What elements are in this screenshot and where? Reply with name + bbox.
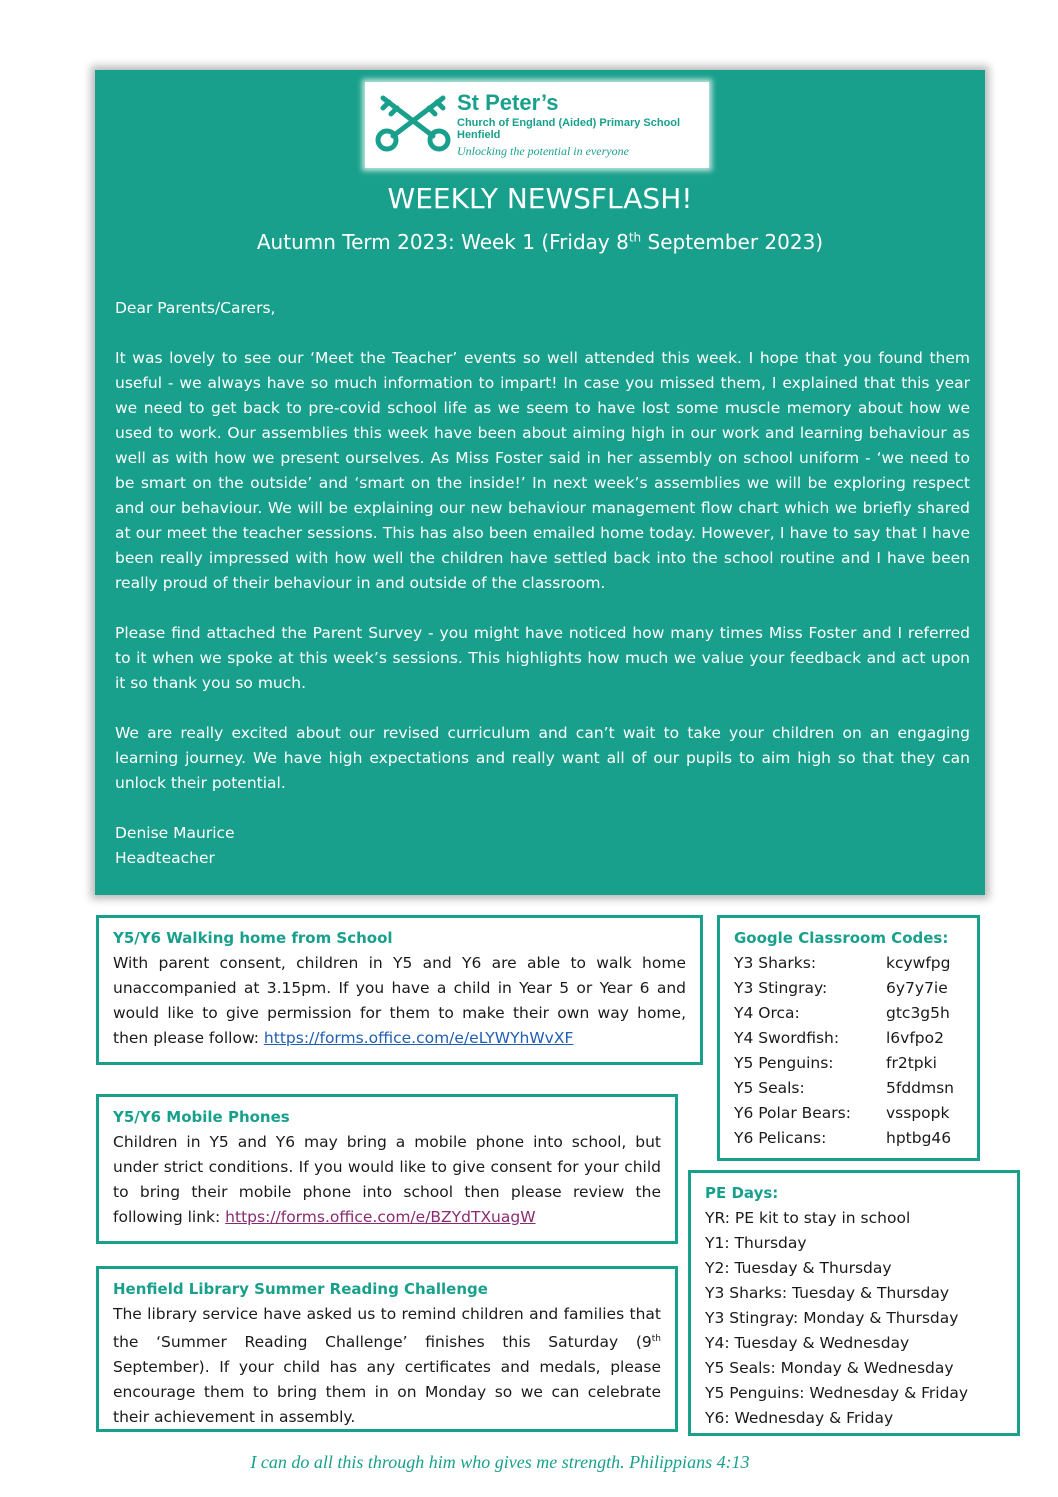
pe-days-box xyxy=(688,1170,1020,1436)
classroom-code: 6y7y7ie xyxy=(886,979,948,997)
classroom-codes-list xyxy=(734,951,963,1151)
mobile-phones-text xyxy=(113,1130,661,1230)
classroom-codes-heading: Google Classroom Codes: xyxy=(734,929,949,947)
newsletter-subtitle xyxy=(95,230,985,254)
library-text-start: The library service have asked us to remind children and families that the ‘Summer Reading Challenge’ finishes this Saturday (9 xyxy=(113,1305,661,1352)
pe-day-item: Y1: Thursday xyxy=(705,1234,807,1252)
school-subtitle xyxy=(457,117,680,141)
classroom-code: gtc3g5h xyxy=(886,1004,950,1022)
mobile-phones-heading: Y5/Y6 Mobile Phones xyxy=(113,1108,290,1126)
pe-days-list xyxy=(705,1206,1003,1431)
newsletter-header-panel xyxy=(95,70,985,895)
library-text-end: September). If your child has any certificates and medals, please encourage them to bring them in on Monday so we can celebrate their achievement in assembly. xyxy=(113,1358,661,1427)
headteacher-letter xyxy=(115,296,970,871)
letter-paragraph: Please find attached the Parent Survey - you might have noticed how many times Miss Foster and I referred to it when we spoke at this week’s sessions. This highlights how much we value your feedback and act upon it so thank you so much. xyxy=(115,624,970,692)
pe-day-item: Y5 Seals: Monday & Wednesday xyxy=(705,1359,954,1377)
pe-day-item: Y3 Sharks: Tuesday & Thursday xyxy=(705,1284,950,1302)
library-challenge-box xyxy=(96,1266,678,1432)
letter-paragraph: We are really excited about our revised curriculum and can’t wait to take your children on an engaging learning journey. We have high expectations and really want all of our pupils to aim high so that they can unlock their potential. xyxy=(115,724,970,792)
subtitle-main: Autumn Term 2023: Week 1 (Friday 8 xyxy=(256,230,629,254)
walking-home-heading: Y5/Y6 Walking home from School xyxy=(113,929,393,947)
mobile-phones-consent-link[interactable]: https://forms.office.com/e/BZYdTXuagW xyxy=(225,1208,536,1226)
pe-day-item: Y4: Tuesday & Wednesday xyxy=(705,1334,910,1352)
library-text-ordinal: th xyxy=(651,1334,661,1344)
classroom-codes-box xyxy=(717,915,980,1161)
pe-day-item: Y3 Stingray: Monday & Thursday xyxy=(705,1309,959,1327)
letter-greeting: Dear Parents/Carers, xyxy=(115,299,276,317)
library-challenge-heading: Henfield Library Summer Reading Challenge xyxy=(113,1280,488,1298)
classroom-name: Y4 Swordfish: xyxy=(734,1029,840,1047)
walking-home-box xyxy=(96,915,703,1065)
classroom-code: vsspopk xyxy=(886,1104,950,1122)
mobile-phones-body: Children in Y5 and Y6 may bring a mobile phone into school, but under strict conditions. If you would like to give consent for your child to bring their mobile phone into school then please review the following link: xyxy=(113,1133,661,1226)
classroom-code: 5fddmsn xyxy=(886,1079,954,1097)
pe-day-item: Y2: Tuesday & Thursday xyxy=(705,1259,892,1277)
classroom-name: Y3 Sharks: xyxy=(734,954,817,972)
mobile-phones-box xyxy=(96,1094,678,1244)
letter-paragraph: It was lovely to see our ‘Meet the Teacher’ events so well attended this week. I hope that you found them useful - we always have so much information to impart! In case you missed them, I explained that this year we need to get back to pre-covid school life as we seem to have lost some muscle memory about how we used to work. Our assemblies this week have been about aiming high in our work and learning behaviour as well as with how we present ourselves. As Miss Foster said in her assembly on school uniform - ‘we need to be smart on the outside’ and ‘smart on the inside!’ In next week’s assemblies we will be exploring respect and our behaviour. We will be explaining our new behaviour management flow chart which we briefly shared at our meet the teacher sessions. This has also been emailed home today. However, I have to say that I have been really impressed with how well the children have settled back into the school routine and I have been really proud of their behaviour in and outside of the classroom. xyxy=(115,349,970,592)
walking-home-body: With parent consent, children in Y5 and Y6 are able to walk home unaccompanied at 3.15pm. If you have a child in Year 5 or Year 6 and would like to give permission for them to make their own way home, then please follow: xyxy=(113,954,686,1047)
classroom-name: Y6 Pelicans: xyxy=(734,1129,827,1147)
school-sub-line-2: Henfield xyxy=(457,129,501,141)
classroom-code: kcywfpg xyxy=(886,954,951,972)
pe-day-item: Y5 Penguins: Wednesday & Friday xyxy=(705,1384,969,1402)
newsletter-title: WEEKLY NEWSFLASH! xyxy=(387,182,693,215)
crossed-keys-icon xyxy=(375,90,451,152)
pe-day-item: YR: PE kit to stay in school xyxy=(705,1209,911,1227)
school-sub-line-1: Church of England (Aided) Primary School xyxy=(457,117,681,129)
classroom-name: Y5 Penguins: xyxy=(734,1054,834,1072)
letter-signature-name: Denise Maurice xyxy=(115,824,235,842)
subtitle-ordinal: th xyxy=(628,230,642,245)
classroom-name: Y4 Orca: xyxy=(734,1004,800,1022)
subtitle-end: September 2023) xyxy=(641,230,824,254)
school-logo xyxy=(365,82,709,168)
walking-home-text xyxy=(113,951,686,1051)
classroom-code: hptbg46 xyxy=(886,1129,952,1147)
classroom-code: l6vfpo2 xyxy=(886,1029,944,1047)
school-name: St Peter’s xyxy=(457,90,559,115)
school-tagline: Unlocking the potential in everyone xyxy=(457,144,629,158)
pe-day-item: Y6: Wednesday & Friday xyxy=(705,1409,894,1427)
classroom-name: Y3 Stingray: xyxy=(734,979,828,997)
walking-home-consent-link[interactable]: https://forms.office.com/e/eLYWYhWvXF xyxy=(263,1029,574,1047)
bible-quote: I can do all this through him who gives me strength. Philippians 4:13 xyxy=(250,1452,750,1472)
pe-days-heading: PE Days: xyxy=(705,1184,779,1202)
classroom-code: fr2tpki xyxy=(886,1054,937,1072)
library-challenge-text xyxy=(113,1302,661,1430)
classroom-name: Y6 Polar Bears: xyxy=(734,1104,851,1122)
letter-signature-role: Headteacher xyxy=(115,849,215,867)
classroom-name: Y5 Seals: xyxy=(734,1079,805,1097)
